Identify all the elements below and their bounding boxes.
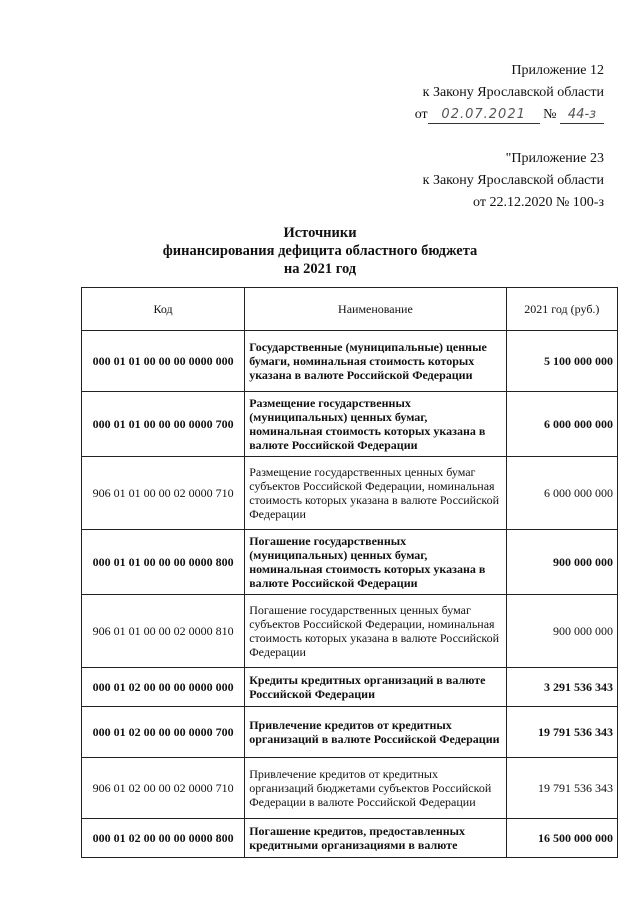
row-code: 000 01 01 00 00 00 0000 000 [82,331,245,392]
column-header-code: Код [82,288,245,331]
original-appendix-header [423,148,604,214]
handwritten-date: 02.07.2021 [428,107,540,124]
table-row [82,707,618,758]
row-name: Государственные (муниципальные) ценные бумаги, номинальная стоимость которых указана в валюте Российской Федерации [245,331,506,392]
row-amount: 6 000 000 000 [506,457,617,530]
appendix-number: Приложение 12 [511,63,604,78]
row-name: Погашение государственных (муниципальных) ценных бумаг, номинальная стоимость которых указана в валюте Российской Федерации [245,530,506,595]
row-name: Размещение государственных ценных бумаг субъектов Российской Федерации, номинальная стоимость которых указана в валюте Российской Федерации [245,457,506,530]
table-row [82,331,618,392]
row-code: 906 01 01 00 00 02 0000 710 [82,457,245,530]
row-amount: 900 000 000 [506,530,617,595]
table-row [82,457,618,530]
row-name: Кредиты кредитных организаций в валюте Российской Федерации [245,668,506,707]
law-date-number [415,104,604,126]
title-line-3: на 2021 год [283,261,357,277]
column-header-amount: 2021 год (руб.) [506,288,617,331]
law-reference: к Закону Ярославской области [422,85,604,100]
table-row [82,392,618,457]
table-row [82,819,618,858]
row-code: 000 01 01 00 00 00 0000 800 [82,530,245,595]
row-name: Размещение государственных (муниципальных) ценных бумаг, номинальная стоимость которых указана в валюте Российской Федерации [245,392,506,457]
row-name: Погашение кредитов, предоставленных кредитными организациями в валюте [245,819,506,858]
row-code: 906 01 02 00 00 02 0000 710 [82,758,245,819]
row-code: 000 01 01 00 00 00 0000 700 [82,392,245,457]
row-amount: 19 791 536 343 [506,707,617,758]
original-law-date: от 22.12.2020 № 100-з [473,195,604,210]
row-amount: 3 291 536 343 [506,668,617,707]
title-line-1: Источники [283,225,357,241]
row-code: 000 01 02 00 00 00 0000 800 [82,819,245,858]
table-header-row [82,288,618,331]
financing-sources-table [81,287,618,858]
document-title [0,224,640,278]
row-amount: 900 000 000 [506,595,617,668]
row-amount: 6 000 000 000 [506,392,617,457]
row-code: 906 01 01 00 00 02 0000 810 [82,595,245,668]
row-name: Погашение государственных ценных бумаг субъектов Российской Федерации, номинальная стоимость которых указана в валюте Российской Федерации [245,595,506,668]
table-row [82,530,618,595]
row-name: Привлечение кредитов от кредитных организаций бюджетами субъектов Российской Федерации в валюте Российской Федерации [245,758,506,819]
row-amount: 16 500 000 000 [506,819,617,858]
column-header-name: Наименование [245,288,506,331]
table-row [82,758,618,819]
table-row [82,595,618,668]
original-law-reference: к Закону Ярославской области [422,173,604,188]
row-amount: 5 100 000 000 [506,331,617,392]
from-label: от [414,107,428,122]
row-name: Привлечение кредитов от кредитных организаций в валюте Российской Федерации [245,707,506,758]
title-line-2: финансирования дефицита областного бюджета [162,243,478,259]
appendix-header [415,60,604,126]
table-row [82,668,618,707]
number-label: № [543,107,557,122]
handwritten-number: 44-з [560,107,604,124]
row-amount: 19 791 536 343 [506,758,617,819]
original-appendix-number: "Приложение 23 [505,151,604,166]
row-code: 000 01 02 00 00 00 0000 700 [82,707,245,758]
row-code: 000 01 02 00 00 00 0000 000 [82,668,245,707]
